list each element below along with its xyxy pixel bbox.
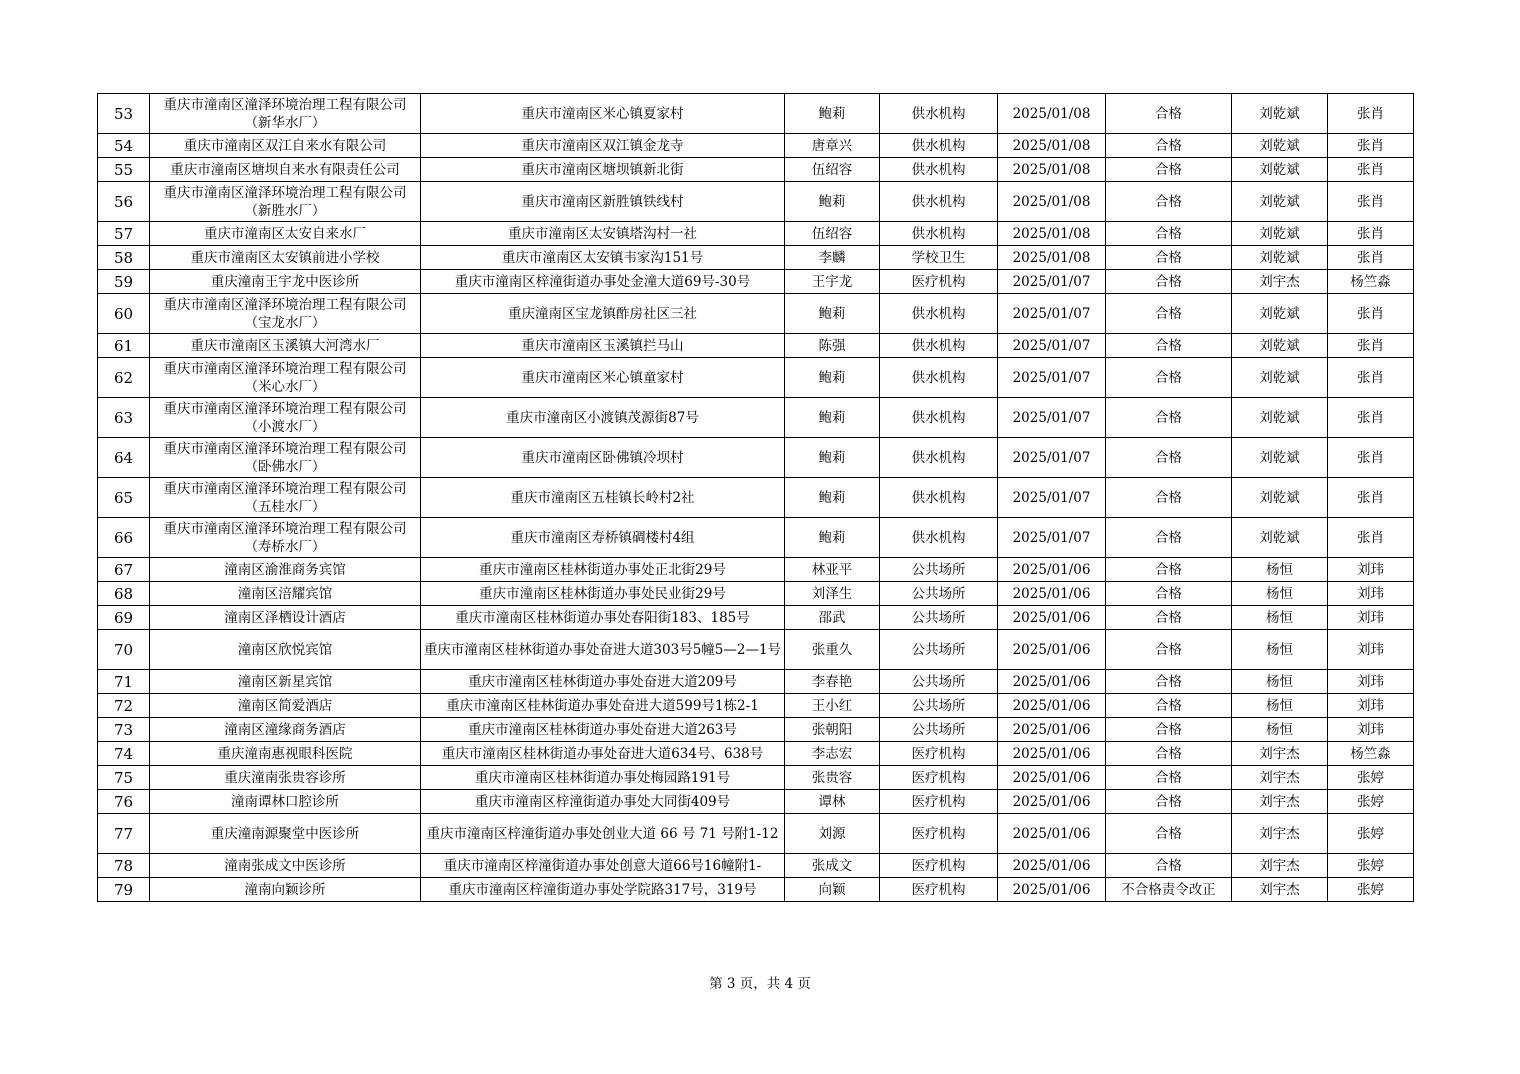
inspection-result-cell: 合格: [1106, 270, 1232, 294]
inspection-date-cell: 2025/01/07: [998, 478, 1106, 518]
record-number-cell: 76: [98, 790, 150, 814]
record-number-cell: 68: [98, 582, 150, 606]
record-number-cell: 56: [98, 182, 150, 222]
category-cell: 公共场所: [880, 558, 998, 582]
record-number-cell: 54: [98, 134, 150, 158]
table-row: [98, 222, 1414, 246]
organization-address-cell: 重庆市潼南区寿桥镇碉楼村4组: [421, 518, 785, 558]
record-number-cell: 67: [98, 558, 150, 582]
record-number-cell: 57: [98, 222, 150, 246]
inspection-result-cell: 合格: [1106, 854, 1232, 878]
inspector-primary-cell: 刘乾斌: [1232, 358, 1328, 398]
organization-name-cell: 潼南区涪耀宾馆: [150, 582, 421, 606]
table-row: [98, 582, 1414, 606]
inspector-primary-cell: 刘乾斌: [1232, 334, 1328, 358]
inspection-result-cell: 合格: [1106, 606, 1232, 630]
category-cell: 供水机构: [880, 94, 998, 134]
inspection-date-cell: 2025/01/08: [998, 134, 1106, 158]
category-cell: 供水机构: [880, 158, 998, 182]
category-cell: 医疗机构: [880, 878, 998, 902]
table-row: [98, 878, 1414, 902]
page-number-footer: 第 3 页，共 4 页: [709, 976, 811, 992]
record-number-cell: 77: [98, 814, 150, 854]
table-row: [98, 670, 1414, 694]
inspection-result-cell: 合格: [1106, 158, 1232, 182]
inspector-secondary-cell: 张婷: [1328, 814, 1414, 854]
organization-address-cell: 重庆市潼南区小渡镇茂源街87号: [421, 398, 785, 438]
contact-person-cell: 张贵容: [785, 766, 880, 790]
inspector-primary-cell: 杨恒: [1232, 694, 1328, 718]
inspection-date-cell: 2025/01/08: [998, 246, 1106, 270]
table-row: [98, 134, 1414, 158]
organization-address-cell: 重庆市潼南区新胜镇铁线村: [421, 182, 785, 222]
inspector-secondary-cell: 刘玮: [1328, 694, 1414, 718]
inspection-date-cell: 2025/01/07: [998, 294, 1106, 334]
contact-person-cell: 鲍莉: [785, 438, 880, 478]
organization-name-cell: 重庆潼南源聚堂中医诊所: [150, 814, 421, 854]
record-number-cell: 61: [98, 334, 150, 358]
organization-name-cell: 重庆市潼南区潼泽环境治理工程有限公司（小渡水厂）: [150, 398, 421, 438]
inspection-date-cell: 2025/01/08: [998, 158, 1106, 182]
contact-person-cell: 鲍莉: [785, 518, 880, 558]
record-number-cell: 55: [98, 158, 150, 182]
table-row: [98, 790, 1414, 814]
inspection-date-cell: 2025/01/06: [998, 742, 1106, 766]
inspector-secondary-cell: 刘玮: [1328, 582, 1414, 606]
contact-person-cell: 向颖: [785, 878, 880, 902]
record-number-cell: 69: [98, 606, 150, 630]
inspection-date-cell: 2025/01/07: [998, 270, 1106, 294]
inspector-secondary-cell: 张肖: [1328, 222, 1414, 246]
inspector-primary-cell: 刘宇杰: [1232, 270, 1328, 294]
inspection-date-cell: 2025/01/06: [998, 606, 1106, 630]
table-row: [98, 158, 1414, 182]
inspector-primary-cell: 刘宇杰: [1232, 878, 1328, 902]
inspector-primary-cell: 刘乾斌: [1232, 94, 1328, 134]
contact-person-cell: 鲍莉: [785, 358, 880, 398]
inspection-result-cell: 合格: [1106, 694, 1232, 718]
organization-name-cell: 重庆市潼南区潼泽环境治理工程有限公司（新胜水厂）: [150, 182, 421, 222]
organization-address-cell: 重庆市潼南区米心镇童家村: [421, 358, 785, 398]
organization-address-cell: 重庆市潼南区桂林街道办事处奋进大道634号、638号: [421, 742, 785, 766]
category-cell: 公共场所: [880, 670, 998, 694]
record-number-cell: 62: [98, 358, 150, 398]
organization-name-cell: 潼南区渝淮商务宾馆: [150, 558, 421, 582]
category-cell: 公共场所: [880, 606, 998, 630]
inspector-primary-cell: 刘乾斌: [1232, 222, 1328, 246]
inspection-result-cell: 合格: [1106, 814, 1232, 854]
organization-address-cell: 重庆市潼南区双江镇金龙寺: [421, 134, 785, 158]
category-cell: 学校卫生: [880, 246, 998, 270]
record-number-cell: 73: [98, 718, 150, 742]
table-row: [98, 694, 1414, 718]
record-number-cell: 79: [98, 878, 150, 902]
inspector-secondary-cell: 张肖: [1328, 246, 1414, 270]
organization-name-cell: 重庆市潼南区玉溪镇大河湾水厂: [150, 334, 421, 358]
inspector-secondary-cell: 张肖: [1328, 518, 1414, 558]
organization-name-cell: 潼南向颖诊所: [150, 878, 421, 902]
inspector-secondary-cell: 张肖: [1328, 358, 1414, 398]
inspector-secondary-cell: 张肖: [1328, 134, 1414, 158]
inspector-primary-cell: 杨恒: [1232, 630, 1328, 670]
inspection-date-cell: 2025/01/06: [998, 766, 1106, 790]
contact-person-cell: 鲍莉: [785, 94, 880, 134]
category-cell: 公共场所: [880, 630, 998, 670]
category-cell: 医疗机构: [880, 790, 998, 814]
inspection-date-cell: 2025/01/06: [998, 878, 1106, 902]
organization-address-cell: 重庆市潼南区卧佛镇冷坝村: [421, 438, 785, 478]
inspection-date-cell: 2025/01/07: [998, 398, 1106, 438]
organization-name-cell: 重庆市潼南区潼泽环境治理工程有限公司（新华水厂）: [150, 94, 421, 134]
organization-name-cell: 重庆市潼南区双江自来水有限公司: [150, 134, 421, 158]
inspection-date-cell: 2025/01/07: [998, 438, 1106, 478]
record-number-cell: 70: [98, 630, 150, 670]
inspector-primary-cell: 刘宇杰: [1232, 766, 1328, 790]
contact-person-cell: 刘泽生: [785, 582, 880, 606]
organization-name-cell: 潼南区欣悦宾馆: [150, 630, 421, 670]
organization-address-cell: 重庆市潼南区塘坝镇新北街: [421, 158, 785, 182]
inspection-date-cell: 2025/01/08: [998, 182, 1106, 222]
inspector-secondary-cell: 杨竺淼: [1328, 270, 1414, 294]
record-number-cell: 53: [98, 94, 150, 134]
contact-person-cell: 张成文: [785, 854, 880, 878]
organization-address-cell: 重庆市潼南区桂林街道办事处奋进大道303号5幢5—2—1号: [421, 630, 785, 670]
table-row: [98, 718, 1414, 742]
inspection-date-cell: 2025/01/06: [998, 670, 1106, 694]
category-cell: 供水机构: [880, 134, 998, 158]
inspection-date-cell: 2025/01/06: [998, 694, 1106, 718]
record-number-cell: 72: [98, 694, 150, 718]
organization-name-cell: 重庆市潼南区太安镇前进小学校: [150, 246, 421, 270]
record-number-cell: 64: [98, 438, 150, 478]
contact-person-cell: 谭林: [785, 790, 880, 814]
organization-address-cell: 重庆市潼南区桂林街道办事处奋进大道599号1栋2-1: [421, 694, 785, 718]
inspection-result-cell: 合格: [1106, 334, 1232, 358]
organization-address-cell: 重庆市潼南区五桂镇长岭村2社: [421, 478, 785, 518]
inspector-secondary-cell: 张婷: [1328, 766, 1414, 790]
inspector-secondary-cell: 张肖: [1328, 398, 1414, 438]
inspector-primary-cell: 刘宇杰: [1232, 854, 1328, 878]
table-row: [98, 294, 1414, 334]
inspector-primary-cell: 杨恒: [1232, 582, 1328, 606]
inspector-secondary-cell: 张肖: [1328, 182, 1414, 222]
organization-address-cell: 重庆市潼南区桂林街道办事处奋进大道209号: [421, 670, 785, 694]
inspector-primary-cell: 杨恒: [1232, 670, 1328, 694]
inspector-primary-cell: 杨恒: [1232, 558, 1328, 582]
category-cell: 医疗机构: [880, 270, 998, 294]
inspection-result-cell: 合格: [1106, 670, 1232, 694]
contact-person-cell: 李麟: [785, 246, 880, 270]
contact-person-cell: 陈强: [785, 334, 880, 358]
inspector-primary-cell: 刘乾斌: [1232, 246, 1328, 270]
organization-address-cell: 重庆市潼南区桂林街道办事处梅园路191号: [421, 766, 785, 790]
inspection-date-cell: 2025/01/06: [998, 630, 1106, 670]
contact-person-cell: 王宇龙: [785, 270, 880, 294]
inspection-date-cell: 2025/01/08: [998, 222, 1106, 246]
inspector-primary-cell: 刘乾斌: [1232, 518, 1328, 558]
table-row: [98, 854, 1414, 878]
contact-person-cell: 鲍莉: [785, 478, 880, 518]
category-cell: 供水机构: [880, 358, 998, 398]
table-row: [98, 558, 1414, 582]
record-number-cell: 63: [98, 398, 150, 438]
table-row: [98, 630, 1414, 670]
organization-name-cell: 潼南谭林口腔诊所: [150, 790, 421, 814]
inspection-result-cell: 合格: [1106, 398, 1232, 438]
contact-person-cell: 刘源: [785, 814, 880, 854]
inspection-result-cell: 合格: [1106, 246, 1232, 270]
organization-address-cell: 重庆市潼南区玉溪镇拦马山: [421, 334, 785, 358]
organization-address-cell: 重庆市潼南区太安镇塔沟村一社: [421, 222, 785, 246]
inspection-result-cell: 合格: [1106, 438, 1232, 478]
inspector-secondary-cell: 刘玮: [1328, 558, 1414, 582]
organization-name-cell: 重庆市潼南区潼泽环境治理工程有限公司（米心水厂）: [150, 358, 421, 398]
contact-person-cell: 张重久: [785, 630, 880, 670]
contact-person-cell: 伍绍容: [785, 222, 880, 246]
inspector-primary-cell: 刘乾斌: [1232, 478, 1328, 518]
table-row: [98, 478, 1414, 518]
organization-name-cell: 重庆潼南张贵容诊所: [150, 766, 421, 790]
organization-address-cell: 重庆市潼南区梓潼街道办事处创业大道 66 号 71 号附1-12: [421, 814, 785, 854]
inspector-secondary-cell: 张婷: [1328, 790, 1414, 814]
inspector-secondary-cell: 张肖: [1328, 478, 1414, 518]
category-cell: 供水机构: [880, 222, 998, 246]
inspection-result-cell: 合格: [1106, 582, 1232, 606]
organization-address-cell: 重庆市潼南区米心镇夏家村: [421, 94, 785, 134]
table-row: [98, 766, 1414, 790]
inspection-result-cell: 合格: [1106, 182, 1232, 222]
inspector-primary-cell: 刘乾斌: [1232, 182, 1328, 222]
contact-person-cell: 唐章兴: [785, 134, 880, 158]
record-number-cell: 60: [98, 294, 150, 334]
table-row: [98, 358, 1414, 398]
inspector-primary-cell: 刘乾斌: [1232, 398, 1328, 438]
inspector-primary-cell: 刘乾斌: [1232, 294, 1328, 334]
inspector-secondary-cell: 张肖: [1328, 94, 1414, 134]
inspector-secondary-cell: 刘玮: [1328, 670, 1414, 694]
inspection-date-cell: 2025/01/06: [998, 558, 1106, 582]
contact-person-cell: 鲍莉: [785, 182, 880, 222]
organization-address-cell: 重庆市潼南区太安镇韦家沟151号: [421, 246, 785, 270]
inspection-date-cell: 2025/01/07: [998, 334, 1106, 358]
inspector-primary-cell: 刘乾斌: [1232, 438, 1328, 478]
organization-address-cell: 重庆市潼南区桂林街道办事处正北街29号: [421, 558, 785, 582]
category-cell: 供水机构: [880, 398, 998, 438]
inspector-primary-cell: 刘宇杰: [1232, 814, 1328, 854]
inspection-result-cell: 合格: [1106, 518, 1232, 558]
record-number-cell: 65: [98, 478, 150, 518]
table-row: [98, 518, 1414, 558]
record-number-cell: 58: [98, 246, 150, 270]
inspector-secondary-cell: 杨竺淼: [1328, 742, 1414, 766]
category-cell: 公共场所: [880, 582, 998, 606]
organization-name-cell: 重庆市潼南区潼泽环境治理工程有限公司（五桂水厂）: [150, 478, 421, 518]
inspector-secondary-cell: 张肖: [1328, 334, 1414, 358]
organization-address-cell: 重庆潼南区宝龙镇酢房社区三社: [421, 294, 785, 334]
inspector-primary-cell: 刘乾斌: [1232, 134, 1328, 158]
contact-person-cell: 李志宏: [785, 742, 880, 766]
organization-name-cell: 潼南区新星宾馆: [150, 670, 421, 694]
inspection-result-cell: 合格: [1106, 134, 1232, 158]
category-cell: 医疗机构: [880, 854, 998, 878]
inspection-result-cell: 合格: [1106, 742, 1232, 766]
organization-name-cell: 重庆潼南王宇龙中医诊所: [150, 270, 421, 294]
inspection-result-cell: 合格: [1106, 630, 1232, 670]
organization-name-cell: 重庆市潼南区塘坝自来水有限责任公司: [150, 158, 421, 182]
inspection-date-cell: 2025/01/06: [998, 718, 1106, 742]
contact-person-cell: 邵武: [785, 606, 880, 630]
table-row: [98, 94, 1414, 134]
category-cell: 供水机构: [880, 518, 998, 558]
inspector-primary-cell: 刘宇杰: [1232, 742, 1328, 766]
category-cell: 医疗机构: [880, 742, 998, 766]
category-cell: 供水机构: [880, 438, 998, 478]
inspection-date-cell: 2025/01/06: [998, 854, 1106, 878]
organization-name-cell: 重庆市潼南区潼泽环境治理工程有限公司（宝龙水厂）: [150, 294, 421, 334]
inspector-secondary-cell: 刘玮: [1328, 718, 1414, 742]
organization-address-cell: 重庆市潼南区梓潼街道办事处大同街409号: [421, 790, 785, 814]
organization-name-cell: 潼南张成文中医诊所: [150, 854, 421, 878]
inspection-result-cell: 合格: [1106, 294, 1232, 334]
table-row: [98, 438, 1414, 478]
inspector-secondary-cell: 张肖: [1328, 294, 1414, 334]
inspection-records-table: [97, 93, 1414, 902]
contact-person-cell: 张朝阳: [785, 718, 880, 742]
organization-address-cell: 重庆市潼南区桂林街道办事处春阳街183、185号: [421, 606, 785, 630]
inspection-result-cell: 合格: [1106, 558, 1232, 582]
inspector-primary-cell: 杨恒: [1232, 606, 1328, 630]
inspection-result-cell: 合格: [1106, 222, 1232, 246]
inspector-secondary-cell: 张婷: [1328, 854, 1414, 878]
organization-name-cell: 重庆市潼南区太安自来水厂: [150, 222, 421, 246]
inspection-result-cell: 不合格责令改正: [1106, 878, 1232, 902]
inspector-secondary-cell: 张肖: [1328, 438, 1414, 478]
inspection-result-cell: 合格: [1106, 478, 1232, 518]
inspection-date-cell: 2025/01/06: [998, 790, 1106, 814]
inspection-result-cell: 合格: [1106, 718, 1232, 742]
inspector-secondary-cell: 张肖: [1328, 158, 1414, 182]
organization-address-cell: 重庆市潼南区桂林街道办事处奋进大道263号: [421, 718, 785, 742]
contact-person-cell: 伍绍容: [785, 158, 880, 182]
organization-name-cell: 潼南区潼缘商务酒店: [150, 718, 421, 742]
category-cell: 供水机构: [880, 294, 998, 334]
inspector-primary-cell: 刘乾斌: [1232, 158, 1328, 182]
table-row: [98, 398, 1414, 438]
organization-name-cell: 重庆潼南惠视眼科医院: [150, 742, 421, 766]
contact-person-cell: 鲍莉: [785, 398, 880, 438]
contact-person-cell: 李春艳: [785, 670, 880, 694]
table-row: [98, 270, 1414, 294]
inspection-date-cell: 2025/01/07: [998, 358, 1106, 398]
inspection-result-cell: 合格: [1106, 358, 1232, 398]
organization-address-cell: 重庆市潼南区梓潼街道办事处创意大道66号16幢附1-: [421, 854, 785, 878]
table-row: [98, 334, 1414, 358]
organization-name-cell: 重庆市潼南区潼泽环境治理工程有限公司（卧佛水厂）: [150, 438, 421, 478]
contact-person-cell: 鲍莉: [785, 294, 880, 334]
table-row: [98, 606, 1414, 630]
inspector-primary-cell: 杨恒: [1232, 718, 1328, 742]
organization-address-cell: 重庆市潼南区桂林街道办事处民业街29号: [421, 582, 785, 606]
inspection-date-cell: 2025/01/07: [998, 518, 1106, 558]
inspector-secondary-cell: 张婷: [1328, 878, 1414, 902]
inspector-secondary-cell: 刘玮: [1328, 606, 1414, 630]
record-number-cell: 66: [98, 518, 150, 558]
inspection-date-cell: 2025/01/08: [998, 94, 1106, 134]
inspector-secondary-cell: 刘玮: [1328, 630, 1414, 670]
table-row: [98, 246, 1414, 270]
category-cell: 公共场所: [880, 718, 998, 742]
record-number-cell: 59: [98, 270, 150, 294]
category-cell: 供水机构: [880, 334, 998, 358]
inspection-result-cell: 合格: [1106, 766, 1232, 790]
category-cell: 医疗机构: [880, 814, 998, 854]
organization-name-cell: 潼南区泽栖设计酒店: [150, 606, 421, 630]
record-number-cell: 74: [98, 742, 150, 766]
contact-person-cell: 王小红: [785, 694, 880, 718]
table-row: [98, 742, 1414, 766]
inspector-primary-cell: 刘宇杰: [1232, 790, 1328, 814]
table-row: [98, 182, 1414, 222]
category-cell: 供水机构: [880, 478, 998, 518]
organization-address-cell: 重庆市潼南区梓潼街道办事处学院路317号，319号: [421, 878, 785, 902]
record-number-cell: 78: [98, 854, 150, 878]
record-number-cell: 75: [98, 766, 150, 790]
inspection-result-cell: 合格: [1106, 94, 1232, 134]
organization-name-cell: 潼南区简爱酒店: [150, 694, 421, 718]
category-cell: 医疗机构: [880, 766, 998, 790]
organization-name-cell: 重庆市潼南区潼泽环境治理工程有限公司（寿桥水厂）: [150, 518, 421, 558]
category-cell: 公共场所: [880, 694, 998, 718]
inspection-result-cell: 合格: [1106, 790, 1232, 814]
inspection-date-cell: 2025/01/06: [998, 814, 1106, 854]
contact-person-cell: 林亚平: [785, 558, 880, 582]
table-row: [98, 814, 1414, 854]
organization-address-cell: 重庆市潼南区梓潼街道办事处金潼大道69号-30号: [421, 270, 785, 294]
inspection-date-cell: 2025/01/06: [998, 582, 1106, 606]
category-cell: 供水机构: [880, 182, 998, 222]
record-number-cell: 71: [98, 670, 150, 694]
